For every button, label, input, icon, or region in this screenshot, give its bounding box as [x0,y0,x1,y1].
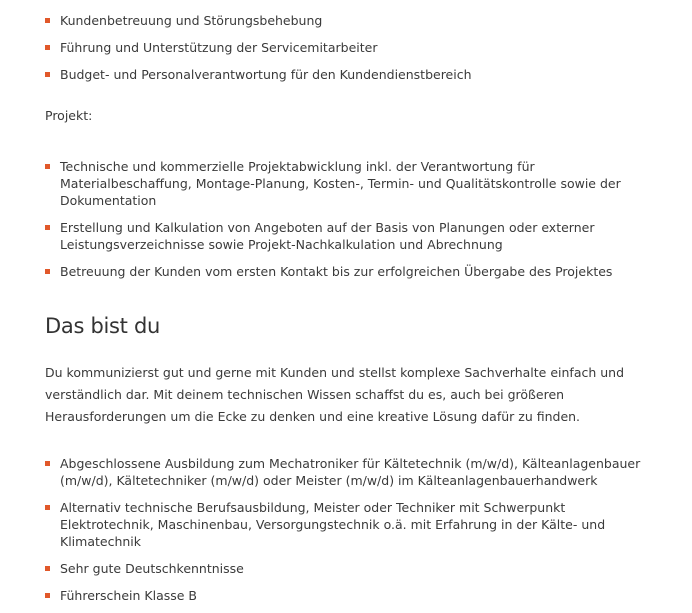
list-item-text: Kundenbetreuung und Störungsbehebung [60,13,323,28]
requirements-list [45,455,645,604]
square-bullet-icon [45,566,50,571]
list-item [45,499,645,550]
list-item-text: Führerschein Klasse B [60,588,198,603]
list-item [45,263,645,280]
service-task-list [45,12,645,83]
list-item [45,158,645,209]
square-bullet-icon [45,72,50,77]
project-task-list [45,158,645,280]
list-item [45,560,645,577]
square-bullet-icon [45,505,50,510]
profile-heading: Das bist du [45,314,161,338]
list-item-text: Betreuung der Kunden vom ersten Kontakt bis zur erfolgreichen Übergabe des Projektes [60,264,613,279]
list-item-text: Alternativ technische Berufsausbildung, Meister oder Techniker mit Schwerpunkt Elektrotechnik, Maschinenbau, Versorgungstechnik o.ä. mit Erfahrung in der Kälte- und Klimatechnik [60,500,606,549]
project-label: Projekt: [45,108,93,123]
list-item-text: Sehr gute Deutschkenntnisse [60,561,244,576]
square-bullet-icon [45,45,50,50]
list-item [45,66,645,83]
list-item [45,587,645,604]
list-item [45,455,645,489]
square-bullet-icon [45,593,50,598]
square-bullet-icon [45,164,50,169]
list-item [45,39,645,56]
square-bullet-icon [45,269,50,274]
list-item [45,12,645,29]
square-bullet-icon [45,461,50,466]
list-item [45,219,645,253]
list-item-text: Führung und Unterstützung der Servicemitarbeiter [60,40,378,55]
list-item-text: Budget- und Personalverantwortung für den Kundendienstbereich [60,67,472,82]
list-item-text: Technische und kommerzielle Projektabwicklung inkl. der Verantwortung für Materialbeschaffung, Montage-Planung, Kosten-, Termin- und Qualitätskontrolle sowie der Dokumentation [60,159,621,208]
square-bullet-icon [45,225,50,230]
square-bullet-icon [45,18,50,23]
list-item-text: Erstellung und Kalkulation von Angeboten auf der Basis von Planungen oder externer Leistungsverzeichnisse sowie Projekt-Nachkalkulation und Abrechnung [60,220,595,252]
profile-intro: Du kommunizierst gut und gerne mit Kunden und stellst komplexe Sachverhalte einfach und verständlich dar. Mit deinem technischen Wissen schaffst du es, auch bei größeren Herausforderungen um die Ecke zu denken und eine kreative Lösung dafür zu finden. [45,365,625,424]
list-item-text: Abgeschlossene Ausbildung zum Mechatroniker für Kältetechnik (m/w/d), Kälteanlagenbauer (m/w/d), Kältetechniker (m/w/d) oder Meister (m/w/d) im Kälteanlagenbauerhandwerk [60,456,641,488]
